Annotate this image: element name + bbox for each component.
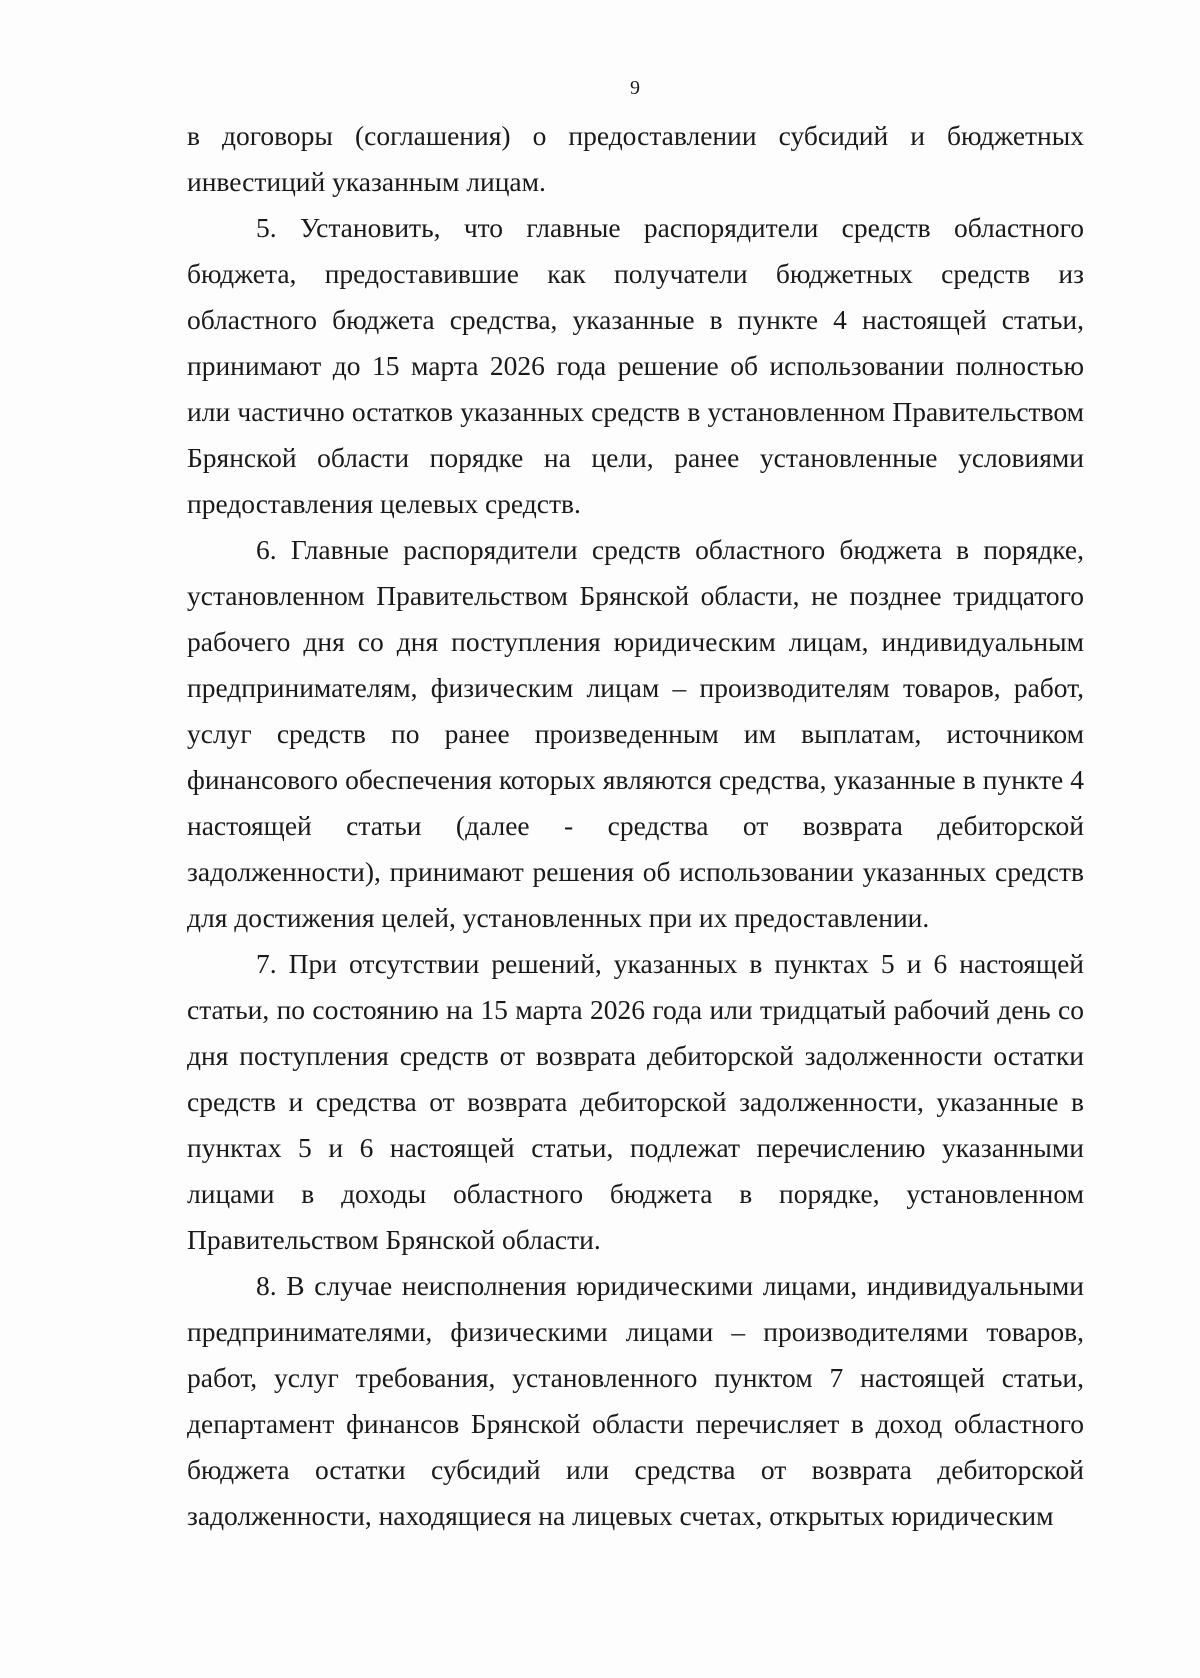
paragraph-item-7: 7. При отсутствии решений, указанных в пунктах 5 и 6 настоящей статьи, по состоянию на 15 марта 2026 года или тридцатый рабочий день со дня поступления средств от возврата дебиторской задолженности остатки средств и средства от возврата дебиторской задолженности, указанные в пунктах 5 и 6 настоящей статьи, подлежат перечислению указанными лицами в доходы областного бюджета в порядке, установленном Правительством Брянской области. xyxy=(187,948,1084,1255)
paragraph-item-8: 8. В случае неисполнения юридическими лицами, индивидуальными предпринимателями, физическими лицами – производителями товаров, работ, услуг требования, установленного пунктом 7 настоящей статьи, департамент финансов Брянской области перечисляет в доход областного бюджета остатки субсидий или средства от возврата дебиторской задолженности, находящиеся на лицевых счетах, открытых юридическим xyxy=(187,1270,1084,1531)
page-number: 9 xyxy=(630,77,640,99)
paragraph-item-5: 5. Установить, что главные распорядители средств областного бюджета, предоставившие как получатели бюджетных средств из областного бюджета средства, указанные в пункте 4 настоящей статьи, принимают до 15 марта 2026 года решение об использовании полностью или частично остатков указанных средств в установленном Правительством Брянской области порядке на цели, ранее установленные условиями предоставления целевых средств. xyxy=(187,212,1084,519)
paragraph-continuation: в договоры (соглашения) о предоставлении субсидий и бюджетных инвестиций указанным лицам. xyxy=(187,120,1084,197)
document-body xyxy=(187,113,1084,1539)
paragraph-item-6: 6. Главные распорядители средств областного бюджета в порядке, установленном Правительством Брянской области, не позднее тридцатого рабочего дня со дня поступления юридическим лицам, индивидуальным предпринимателям, физическим лицам – производителям товаров, работ, услуг средств по ранее произведенным им выплатам, источником финансового обеспечения которых являются средства, указанные в пункте 4 настоящей статьи (далее - средства от возврата дебиторской задолженности), принимают решения об использовании указанных средств для достижения целей, установленных при их предоставлении. xyxy=(187,534,1084,933)
